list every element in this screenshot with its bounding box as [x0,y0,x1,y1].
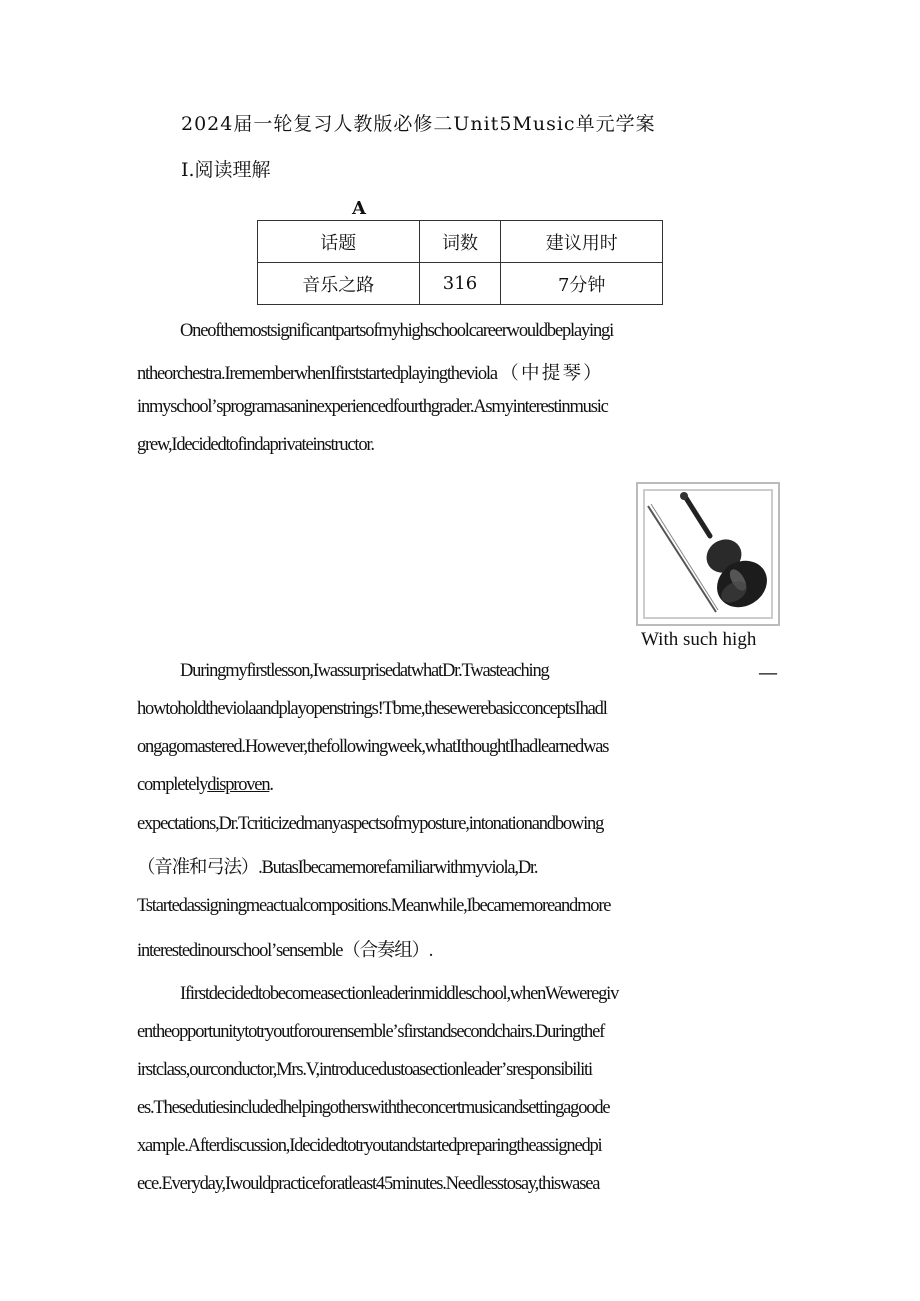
paragraph-line: Tstartedassigningmeactualcompositions.Meanwhile,Ibecamemoreandmore [137,896,611,916]
figure-caption: With such high [641,629,757,650]
paragraph-line [137,775,785,796]
paragraph-line: xample.Afterdiscussion,Idecidedtotryoutandstartedpreparingtheassignedpi [137,1136,602,1156]
text-span: completely [137,775,208,795]
em-dash: — [758,660,778,684]
underlined-word: disproven [207,775,270,795]
table-cell-time: 7分钟 [501,263,663,305]
paragraph-line: Duringmyfirstlesson,IwassurprisedatwhatDr.Twasteaching [180,661,549,681]
table-header-row [258,221,663,263]
table-header-cell: 话题 [258,221,420,263]
paragraph-line: howtoholdtheviolaandplayopenstrings!Tbme,thesewerebasicconceptsIhadl [137,699,607,719]
paragraph-line: inmyschoolʼsprogramasaninexperiencedfourthgrader.Asmyinterestinmusic [137,397,608,417]
paragraph-line: Ifirstdecidedtobecomeasectionleaderinmiddleschool,whenWeweregiv [180,984,619,1004]
paragraph-line: grew,Idecidedtofindaprivateinstructor. [137,435,374,455]
violin-figure [636,482,780,626]
passage-label: A [352,198,366,219]
violin-icon [638,484,778,624]
paragraph-line: expectations,Dr.Tcriticizedmanyaspectsofmyposture,intonationandbowing [137,814,604,834]
paragraph-line: entheopportunitytotryoutforourensembleʼsfirstandsecondchairs.Duringthef [137,1022,605,1042]
paragraph-line: irstclass,ourconductor,Mrs.V,introducedustoasectionleaderʼsresponsibiliti [137,1060,592,1080]
paragraph-line: Oneofthemostsignificantpartsofmyhighschoolcareerwouldbeplayingi [180,321,614,341]
section-heading: Ⅰ.阅读理解 [181,159,271,181]
text-span: . [269,775,273,795]
table-cell-topic: 音乐之路 [258,263,420,305]
paragraph-line: ece.Everyday,Iwouldpracticeforatleast45minutes.Needlesstosay,thiswasea [137,1174,600,1194]
paragraph-line: ongagomastered.However,thefollowingweek,whatIthoughtIhadlearnedwas [137,737,609,757]
table-header-cell: 词数 [419,221,501,263]
paragraph-line: es.Thesedutiesincludedhelpingotherswiththeconcertmusicandsettingagoode [137,1098,610,1118]
paragraph-line: interestedinourschoolʼsensemble（合奏组）. [137,941,433,961]
paragraph-line: （音准和弓法）.ButasIbecamemorefamiliarwithmyviola,Dr. [137,858,538,878]
paragraph-line: ntheorchestra.IrememberwhenIfirststartedplayingtheviola （ 中 提 琴 ） [137,364,601,384]
passage-info-table [257,220,663,305]
table-row [258,263,663,305]
table-cell-word-count: 316 [419,263,501,305]
document-title: 2024届一轮复习人教版必修二Unit5Music单元学案 [181,113,656,135]
table-header-cell: 建议用时 [501,221,663,263]
